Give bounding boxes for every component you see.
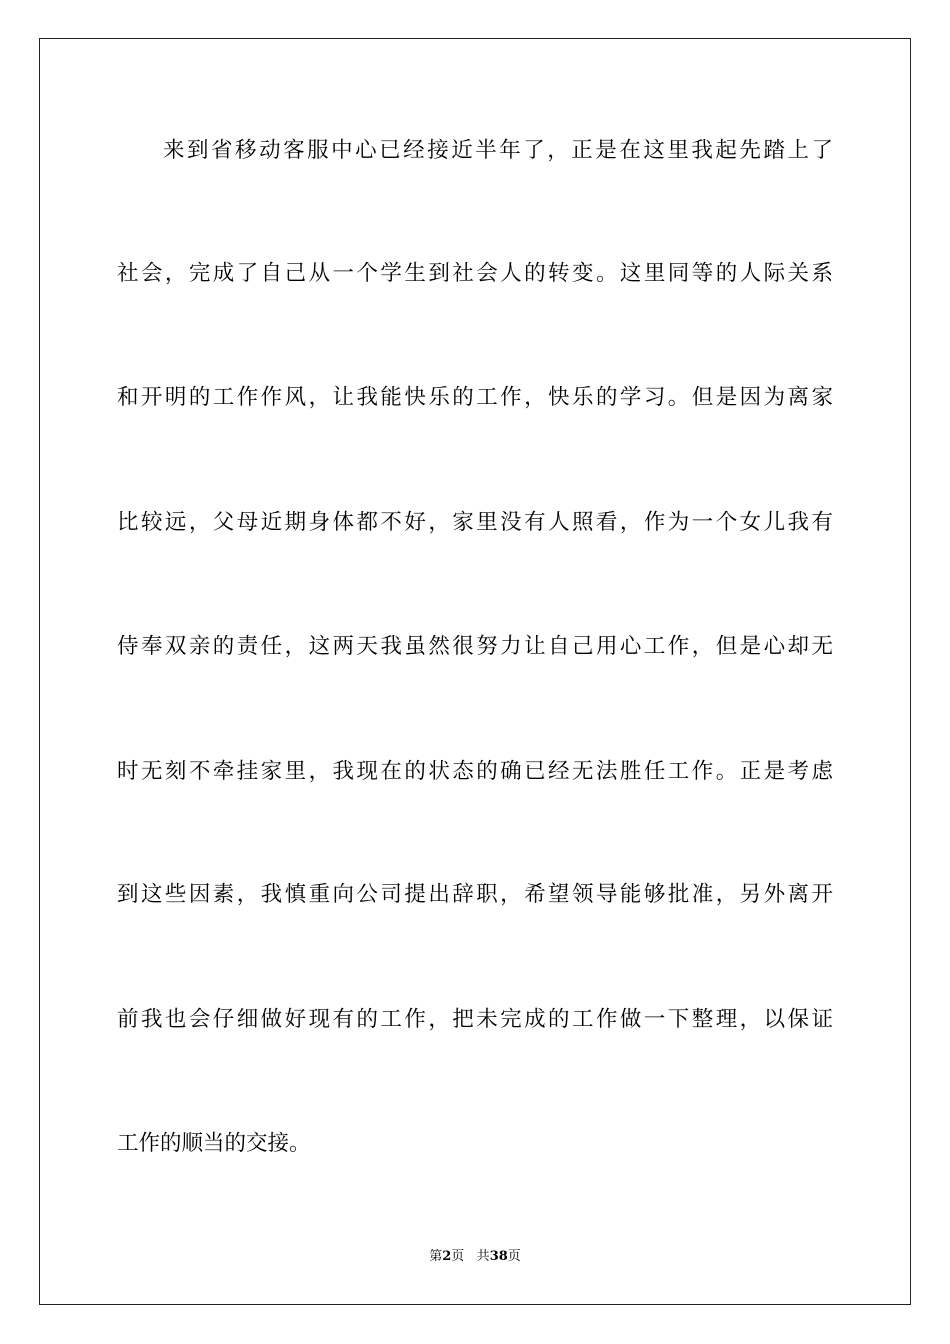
total-prefix: 共 <box>476 1249 490 1264</box>
page-number: 2 <box>442 1249 452 1264</box>
page-footer <box>0 1248 950 1266</box>
page-suffix: 页 <box>451 1249 465 1264</box>
paragraph-line-2: 社会，完成了自己从一个学生到社会人的转变。这里同等的人际关系 <box>117 261 833 286</box>
total-suffix: 页 <box>507 1249 521 1264</box>
paragraph-line-8: 前我也会仔细做好现有的工作，把未完成的工作做一下整理，以保证 <box>117 1007 833 1032</box>
paragraph-line-3: 和开明的工作作风，让我能快乐的工作，快乐的学习。但是因为离家 <box>117 385 833 410</box>
total-pages: 38 <box>489 1249 508 1264</box>
paragraph-line-5: 侍奉双亲的责任，这两天我虽然很努力让自己用心工作，但是心却无 <box>117 634 833 659</box>
paragraph-line-1: 来到省移动客服中心已经接近半年了，正是在这里我起先踏上了 <box>163 138 833 163</box>
paragraph-line-6: 时无刻不牵挂家里，我现在的状态的确已经无法胜任工作。正是考虑 <box>117 759 833 784</box>
page-border <box>39 38 911 1305</box>
paragraph-line-9: 工作的顺当的交接。 <box>117 1131 311 1156</box>
page-prefix: 第 <box>429 1249 443 1264</box>
paragraph-line-4: 比较远，父母近期身体都不好，家里没有人照看，作为一个女儿我有 <box>117 510 833 535</box>
paragraph-line-7: 到这些因素，我慎重向公司提出辞职，希望领导能够批准，另外离开 <box>117 882 833 907</box>
